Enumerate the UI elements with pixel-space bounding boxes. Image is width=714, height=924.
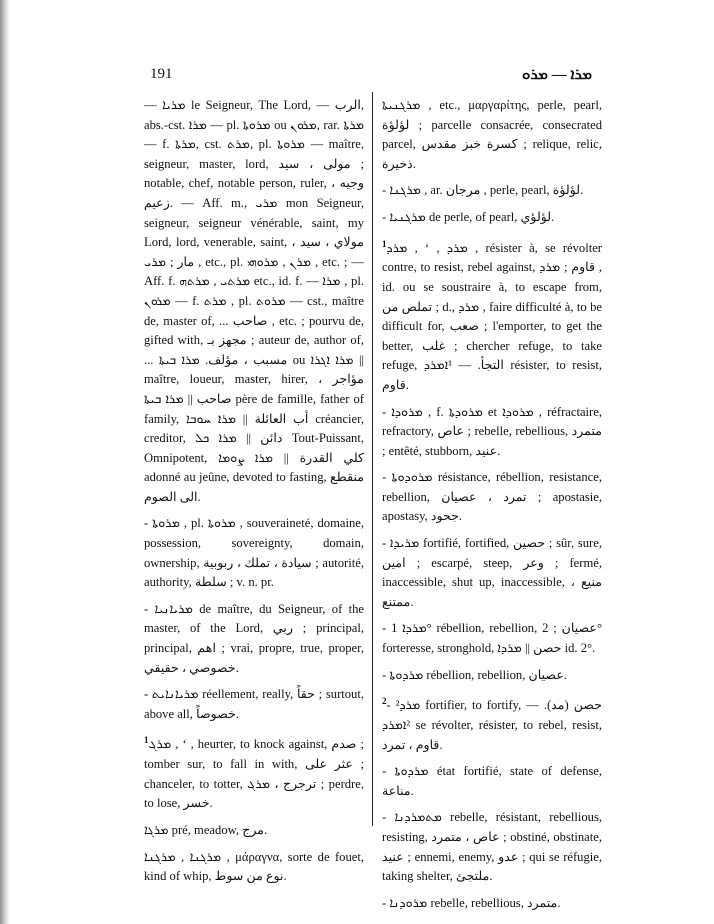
dictionary-entry — [382, 96, 602, 174]
dictionary-entry — [144, 685, 364, 724]
entry-text: - ܡܪܕܘܬܐ rébellion, rebellion, عصيان. — [382, 667, 567, 682]
entry-text: ܡܪܓ , ʻ , heurter, to knock against, صدم ; tomber sur, to fall in with, عثر على ; chanceler, to totter, ترجرج ، ܡܪܓ ; perdre, to lose, خسر. — [144, 737, 364, 811]
page-header — [140, 62, 596, 84]
dictionary-entry — [144, 821, 364, 841]
dictionary-entry — [382, 808, 602, 886]
dictionary-entry — [382, 208, 602, 228]
dictionary-entry — [144, 514, 364, 592]
entry-text: - ܡܪܝܕܐ fortifié, fortified, حصين ; sûr, sure, امين ; escarpé, steep, وعر ; fermé, inaccessible, shut up, inaccessible, منيع ، ممتنع. — [382, 536, 603, 609]
dictionary-entry — [382, 403, 602, 462]
running-head: ܡܪܐ — ܡܪܘ — [522, 67, 592, 83]
column-divider — [372, 92, 373, 826]
entry-text: ܡܪܕ , ʻ , ܡܪܕ , résister à, se révolter contre, to resist, rebel against, قاوم ; ܡܪܕ , id. ou se soustraire à, to escape from, تملص من ; d., ܡܪܕ , faire difficulté à, to be difficult for, صعب ; l'emporter, to get the better, غلب ; chercher refuge, to take refuge, التجأ. — ¹ܐܡܪܕ résister, to resist, قاوم. — [382, 240, 603, 392]
entry-text: ܡܪܓܐ pré, meadow, مرج. — [144, 822, 268, 837]
dictionary-entry — [382, 181, 602, 201]
entry-text: - ²ܡܪܕ fortifier, to fortify, حصن (مد). — ²ܐܡܪܕ se révolter, résister, to rebel, resist, قاوم ، تمرد. — [382, 698, 602, 752]
entry-text: - ܡܪܕܘܬܐ état fortifié, state of defense, مناعة. — [382, 764, 602, 798]
entry-text: ܡܪܓܢܝܬܐ , etc., μαργαρίτης, perle, pearl, لؤلؤة ; parcelle consacrée, consecrated parcel, كسرة خبز مقدس ; relique, relic, ذخيرة. — [382, 98, 602, 171]
dictionary-entry — [382, 534, 602, 612]
entry-text: — ܡܪܝܐ le Seigneur, The Lord, — الرب, abs.-cst. ܡܪܐ — pl. ܡܪܘܬܐ ou ܡܪܘܢ, rar. ܡܪܬܐ — f. ܡܪܬܐ, cst. ܡܪܬ, pl. ܡܪܘܬܐ — maître, seigneur, master, lord, مولى ، سيد ; notable, chef, notable person, ruler, وجيه ، زعيم. — Aff. m., ܡܪܝ mon Seigneur, seigneur, seigneur vénérable, saint, my Lord, lord, venerable, saint, مولاي ، سيد ، مار ; ܡܪܝ , etc., pl. ܡܪܢ , ܡܪܘܗܝ , etc. ; — Aff. f. ܡܪܬܝ , ܡܪܬܗ etc., id. f. — ܡܪܐ , pl. ܡܪܘܢ — f. ܡܪܬ , pl. ܡܪܘܬ — cst., maître de, master of, ... صاحب , etc. ; pourvu de, gifted with, مجهز بـ ; auteur de, author of, ... مسبب ، مؤلف. ܡܪܐ ܒܝܬܐ ou ܡܪܐ ܐܓܪܐ || maître, loueur, master, hirer, مؤاجر ، صاحب || ܡܪܐ ܒܝܬܐ père de famille, father of family, أب العائلة || ܡܪܐ ܚܘܒܐ créancier, creditor, دائن || ܡܪܐ ܟܠ Tout-Puissant, Omnipotent, كلي القدرة || ܡܪܐ ܨܘܡܐ adonné au jeûne, devoted to fasting, منقطع الى الصوم. — [144, 98, 364, 504]
dictionary-entry — [382, 762, 602, 801]
entry-text: - ܡܪܓܢܐ , ar. مرجان , perle, pearl, لؤلؤة. — [382, 183, 584, 198]
page-number: 191 — [150, 66, 173, 82]
entry-text: - ܡܪܝܐܢܝܐ de maître, du Seigneur, of the master, of the Lord, ربي ; principal, principal, اهم ; vrai, propre, true, proper, خصوصي ، حقيقي. — [144, 601, 364, 675]
homograph-number: 2 — [382, 696, 387, 707]
entry-text: - ܡܪܘܬܐ , pl. ܡܪܘܬܐ , souveraineté, domaine, possession, sovereignty, domain, ownership, سيادة ، تملك ، ربوبية ; autorité, authority, سلطة ; v. n. pr. — [144, 516, 365, 590]
homograph-number: 1 — [144, 735, 149, 746]
dictionary-entry — [382, 692, 602, 755]
entry-text: ܡܪܓܢܐ , ܡܪܓܢܐ , μάραγνα, sorte de fouet, kind of whip, نوع من سوط. — [144, 849, 364, 884]
dictionary-entry — [144, 731, 364, 814]
entry-text: - ܡܪܕܐ 1° rébellion, rebellion, عصيان ; 2° forteresse, stronghold, حصن || ܡܪܕܐ id. 2°. — [382, 621, 602, 656]
entry-text: - ܡܪܘܕܘܬܐ résistance, rébellion, resistance, rebellion, تمرد ، عصيان ; apostasie, apostasy, جحود. — [382, 470, 603, 524]
dictionary-entry — [382, 894, 602, 914]
dictionary-entry — [144, 600, 364, 678]
homograph-number: 1 — [382, 238, 387, 249]
page-gutter-shadow — [0, 0, 10, 924]
entry-text: - ܡܬܡܪܕܢܐ rebelle, résistant, rebellious, resisting, عاص ، متمرد ; obstiné, obstinate, عنيد ; ennemi, enemy, عدو ; qui se réfugie, taking shelter, ملتجئ. — [382, 810, 603, 884]
entry-text: - ܡܪܓܢܝܐ de perle, of pearl, لؤلؤي. — [382, 209, 555, 224]
dictionary-entry — [382, 666, 602, 686]
dictionary-entry — [144, 848, 364, 887]
right-column — [382, 96, 602, 920]
entry-text: - ܡܪܘܕܢܐ rebelle, rebellious, متمرد. — [382, 895, 561, 910]
left-column — [144, 96, 364, 894]
dictionary-entry — [382, 235, 602, 396]
dictionary-entry — [382, 468, 602, 527]
entry-text: - ܡܪܝܐܢܐܝܬ réellement, really, حقاً ; surtout, above all, خصوصاً. — [144, 687, 365, 721]
dictionary-entry — [144, 96, 364, 507]
dictionary-entry — [382, 619, 602, 658]
entry-text: - ܡܪܘܕܐ , f. ܡܪܘܕܬܐ et ܡܪܘܕܐ , réfractaire, refractory, عاص ; rebelle, rebellious, متمرد ; entêté, stubborn, عنيد. — [382, 404, 602, 458]
